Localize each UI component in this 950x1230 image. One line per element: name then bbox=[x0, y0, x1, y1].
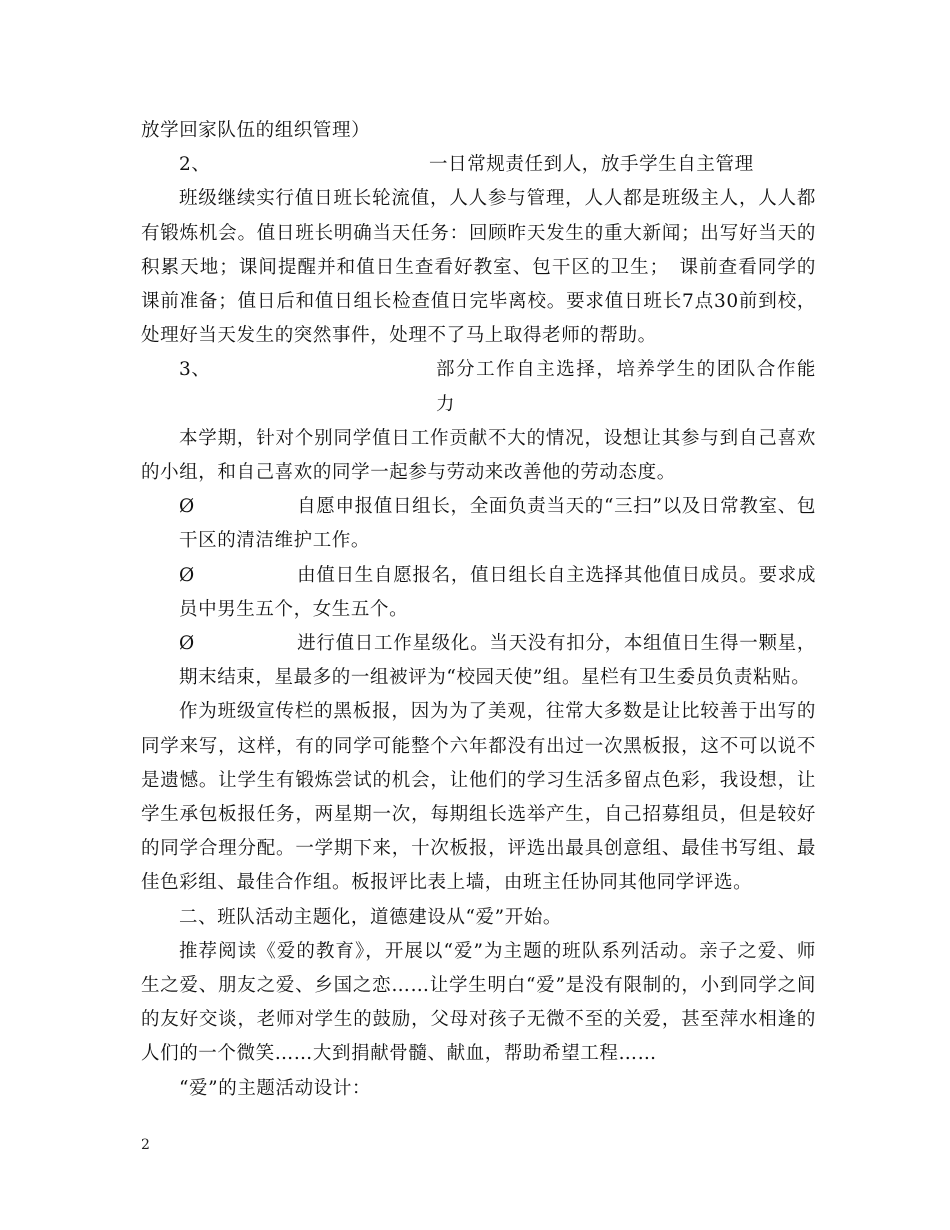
numbered-heading-3 bbox=[141, 353, 816, 421]
bullet-text: 进行值日工作星级化。当天没有扣分，本组值日生得一颗星，期末结束，星最多的一组被评为“校园天使”组。星栏有卫生委员负责粘贴。 bbox=[179, 633, 816, 689]
paragraph-duty-monitor: 班级继续实行值日班长轮流值，人人参与管理，人人都是班级主人，人人都有锻炼机会。值日班长明确当天任务：回顾昨天发生的重大新闻；出写好当天的积累天地；课间提醒并和值日生查看好教室、包干区的卫生； 课前查看同学的课前准备；值日后和值日组长检查值日完毕离校。要求值日班长7点30前到校，处理好当天发生的突然事件，处理不了马上取得老师的帮助。 bbox=[141, 188, 816, 347]
bullet-item bbox=[141, 490, 816, 558]
bullet-symbol: Ø bbox=[179, 496, 195, 518]
numbered-heading-2 bbox=[141, 148, 816, 182]
item-heading-text: 部分工作自主选择，培养学生的团队合作能力 bbox=[436, 359, 816, 415]
bullet-item bbox=[141, 559, 816, 627]
paragraph-love-education: 推荐阅读《爱的教育》，开展以“爱”为主题的班队系列活动。亲子之爱、师生之爱、朋友之爱、乡国之恋……让学生明白“爱”是没有限制的，小到同学之间的友好交谈，老师对学生的鼓励，父母对孩子无微不至的关爱，甚至萍水相逢的人们的一个微笑……大到捐献骨髓、献血，帮助希望工程…… bbox=[141, 940, 816, 1065]
item-number: 2、 bbox=[179, 154, 211, 176]
document-body bbox=[141, 114, 816, 1106]
bullet-text: 由值日生自愿报名，值日组长自主选择其他值日成员。要求成员中男生五个，女生五个。 bbox=[179, 564, 816, 620]
bullet-symbol: Ø bbox=[179, 633, 195, 655]
item-heading-text: 一日常规责任到人，放手学生自主管理 bbox=[429, 154, 754, 176]
paragraph-activity-design: “爱”的主题活动设计： bbox=[179, 1077, 372, 1099]
bullet-item bbox=[141, 627, 816, 695]
bullet-symbol: Ø bbox=[179, 564, 195, 586]
paragraph-semester-plan: 本学期，针对个别同学值日工作贡献不大的情况，设想让其参与到自己喜欢的小组，和自己喜欢的同学一起参与劳动来改善他的劳动态度。 bbox=[141, 427, 816, 484]
paragraph-blackboard: 作为班级宣传栏的黑板报，因为为了美观，往常大多数是让比较善于出写的同学来写，这样，有的同学可能整个六年都没有出过一次黑板报，这不可以说不是遗憾。让学生有锻炼尝试的机会，让他们的学习生活多留点色彩，我设想，让学生承包板报任务，两星期一次，每期组长选举产生，自己招募组员，但是较好的同学合理分配。一学期下来，十次板报，评选出最具创意组、最佳书写组、最佳色彩组、最佳合作组。板报评比表上墙，由班主任协同其他同学评选。 bbox=[141, 701, 816, 894]
page-number: 2 bbox=[141, 1137, 150, 1153]
paragraph-continuation: 放学回家队伍的组织管理） bbox=[141, 120, 371, 141]
bullet-text: 自愿申报值日组长，全面负责当天的“三扫”以及日常教室、包干区的清洁维护工作。 bbox=[179, 496, 816, 552]
section-heading-two: 二、班队活动主题化，道德建设从“爱”开始。 bbox=[179, 906, 563, 928]
item-number: 3、 bbox=[179, 359, 211, 381]
